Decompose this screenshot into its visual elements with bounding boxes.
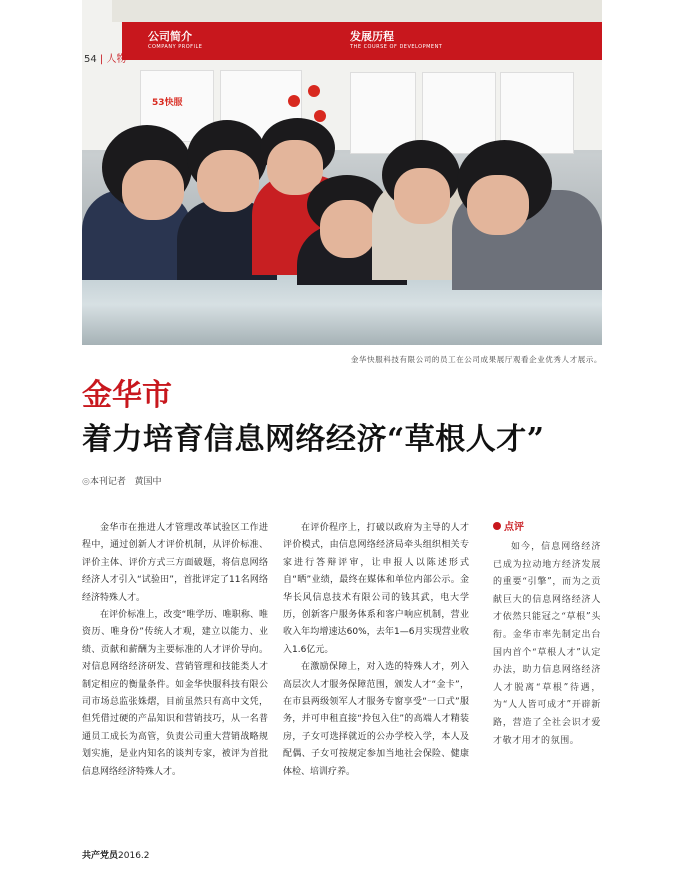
page-number-value: 54 xyxy=(84,54,97,65)
photo-circle xyxy=(308,85,320,97)
photo-person xyxy=(197,150,259,212)
byline: ◎本刊记者 黄国中 xyxy=(82,477,162,487)
photo-sign-left-en: COMPANY PROFILE xyxy=(148,44,203,50)
photo-sign-right-en: THE COURSE OF DEVELOPMENT xyxy=(350,44,443,50)
photo-person xyxy=(320,200,376,258)
issue-number: 2016.2 xyxy=(118,851,150,861)
article-kicker: 金华市 xyxy=(82,378,172,413)
article-headline: 着力培育信息网络经济“草根人才” xyxy=(82,422,545,457)
commentary-heading-text: 点评 xyxy=(504,522,524,533)
article-photo xyxy=(82,0,602,345)
photo-circle xyxy=(288,95,300,107)
paragraph: 在评价标准上，改变“唯学历、唯职称、唯资历、唯身份”传统人才观，建立以能力、业绩、贡献和薪酬为主要标准的人才评价导向。对信息网络经济研发、营销管理和技能类人才制定相应的衡量条件。如金华快服科技有限公司市场总监张姝熠，目前虽然只有高中文凭，但凭借过硬的产品知识和营销技巧，从一名普通员工成长为高管，负责公司重大营销战略规划实施，是业内知名的谈判专家，被评为首批信息网络经济特殊人才。 xyxy=(82,610,268,777)
bullet-icon xyxy=(493,522,501,530)
commentary-heading xyxy=(493,518,601,533)
photo-ceiling xyxy=(112,0,602,22)
paragraph: 在评价程序上，打破以政府为主导的人才评价模式，由信息网络经济局牵头组织相关专家进行答辩评审，让申报人以陈述形式自“晒”业绩，最终在媒体和单位内部公示。金华长风信息技术有限公司的钱其武，电大学历，创新客户服务体系和客户响应机制，营业收入年均增速达60%，去年1—6月实现营业收入1.6亿元。 xyxy=(283,523,469,655)
page-section: 人物 xyxy=(106,54,127,65)
photo-sign-right-cn: 发展历程 xyxy=(350,30,394,43)
article-column-1 xyxy=(82,520,268,781)
photo-circle xyxy=(314,110,326,122)
photo-sign-company-profile xyxy=(148,28,202,50)
photo-caption: 金华快服科技有限公司的员工在公司成果展厅观看企业优秀人才展示。 xyxy=(350,355,602,364)
photo-sign-development xyxy=(350,28,442,50)
byline-label: 本刊记者 xyxy=(89,477,126,487)
byline-name: 黄国中 xyxy=(134,477,162,487)
paragraph: 在激励保障上，对入选的特殊人才，列入高层次人才服务保障范围，颁发人才“金卡”，在市县两级领军人才服务专窗享受“一口式”服务，并可申租直接“拎包入住”的高端人才精装房，子女可选择就近的公办学校入学，本人及配偶、子女可按规定参加当地社会保险、健康体检、培训疗养。 xyxy=(283,662,469,777)
commentary-text: 如今，信息网络经济已成为拉动地方经济发展的重要“引擎”，而为之贡献巨大的信息网络经济人才依然只能冠之“草根”头衔。金华市率先制定出台国内首个“草根人才”认定办法，助力信息网络经济人才脱离“草根”待遇，为“人人皆可成才”开辟新路，营造了全社会识才爱才敬才用才的氛围。 xyxy=(493,542,601,746)
paragraph: 金华市在推进人才管理改革试验区工作进程中，通过创新人才评价机制，从评价标准、评价主体、评价方式三方面破题，将信息网络经济人才引入“试验田”，首批评定了11名网络经济特殊人才。 xyxy=(82,523,268,603)
photo-logo: 53快服 xyxy=(152,98,183,108)
photo-sign-left-cn: 公司简介 xyxy=(148,30,192,43)
photo-person xyxy=(394,168,450,224)
commentary-sidebar xyxy=(493,518,601,750)
page-number: 54 | 人物 xyxy=(84,54,127,65)
page-footer xyxy=(82,848,150,861)
magazine-name: 共产党员 xyxy=(82,851,119,861)
article-column-2 xyxy=(283,520,469,781)
photo-person xyxy=(122,160,184,220)
photo-person xyxy=(467,175,529,235)
